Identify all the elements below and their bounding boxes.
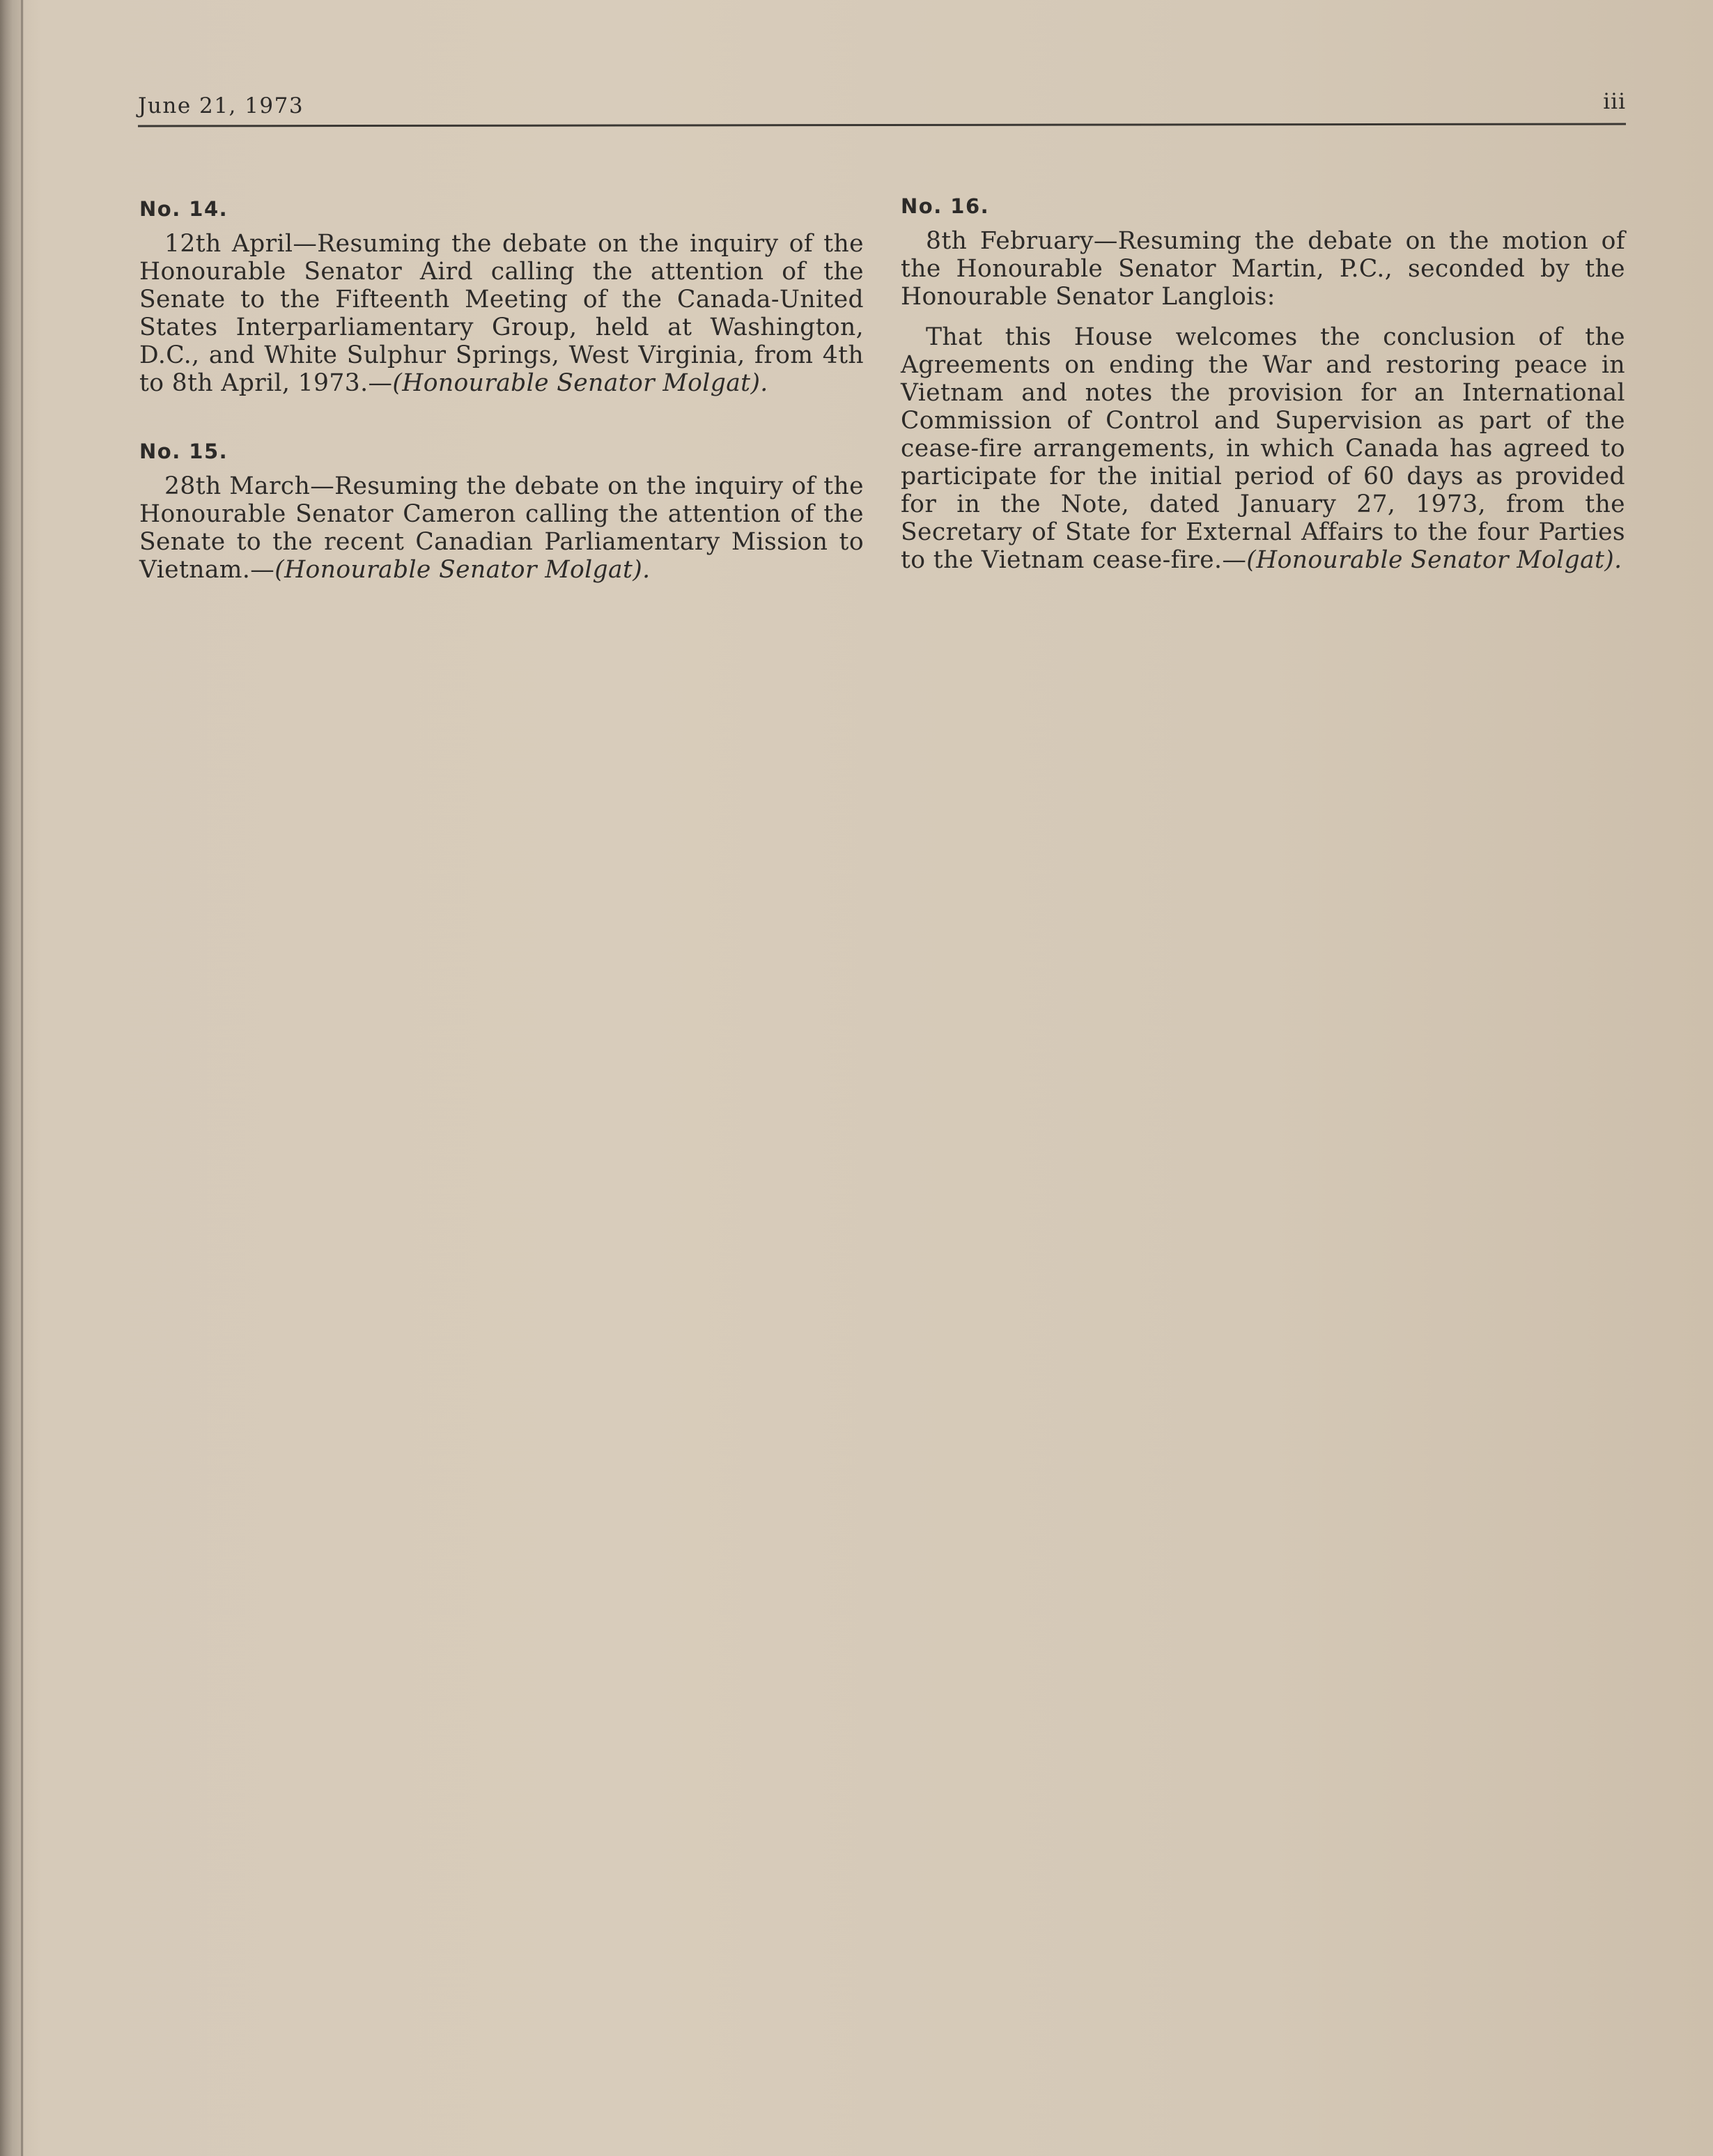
item-number: No. 14. xyxy=(139,197,228,221)
header-date: June 21, 1973 xyxy=(138,93,304,118)
binding-line xyxy=(21,0,23,2156)
item-number: No. 15. xyxy=(139,440,228,463)
page-header xyxy=(138,89,1626,131)
page-binding-edge xyxy=(0,0,24,2156)
item-reference: (Honourable Senator Molgat). xyxy=(1246,546,1622,574)
item-motion xyxy=(901,323,1625,574)
page-number: iii xyxy=(1603,89,1626,114)
item-body: That this House welcomes the conclusion of the Agreements on ending the War and restoring peace in Vietnam and notes the provision for an International Commission of Control and Supervision as part of the cease-fire arrangements, in which Canada has agreed to participate for the initial period of 60 days as provided for in the Note, dated January 27, 1973, from the Secretary of State for External Affairs to the four Parties to the Vietnam cease-fire.— xyxy=(901,323,1625,574)
item-reference: (Honourable Senator Molgat). xyxy=(392,369,768,397)
item-15 xyxy=(139,437,864,584)
item-16 xyxy=(901,192,1625,574)
item-14 xyxy=(139,195,864,397)
item-body: 28th March—Resuming the debate on the inquiry of the Honourable Senator Cameron calling the attention of the Senate to the recent Canadian Parliamentary Mission to Vietnam.— xyxy=(139,472,864,584)
header-rule xyxy=(138,123,1626,127)
item-body: 12th April—Resuming the debate on the inquiry of the Honourable Senator Aird calling the attention of the Senate to the Fifteenth Meeting of the Canada-United States Interparliamentary Group, held at Washington, D.C., and White Sulphur Springs, West Virginia, from 4th to 8th April, 1973.— xyxy=(139,230,864,397)
item-reference: (Honourable Senator Molgat). xyxy=(274,556,651,584)
item-number: No. 16. xyxy=(901,194,990,218)
item-intro: 8th February—Resuming the debate on the motion of the Honourable Senator Martin, P.C., seconded by the Honourable Senator Langlois: xyxy=(901,227,1625,311)
item-text xyxy=(139,472,864,584)
right-column xyxy=(901,180,1625,587)
item-text xyxy=(139,230,864,397)
left-column xyxy=(139,183,864,596)
